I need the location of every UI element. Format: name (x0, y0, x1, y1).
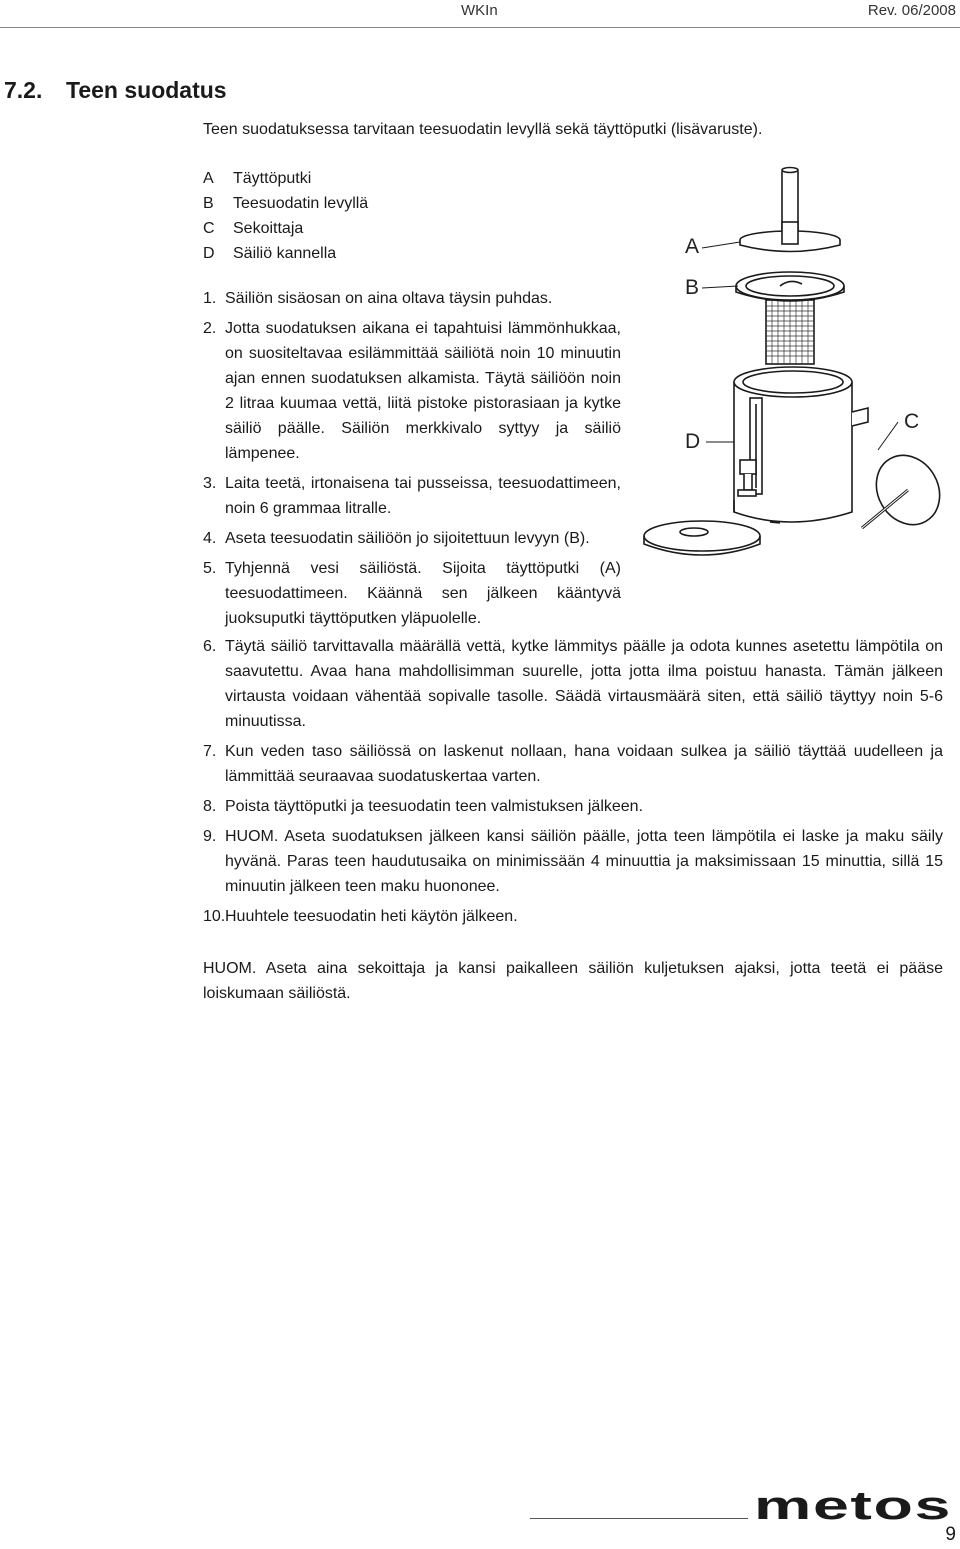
part-letter: C (203, 220, 215, 237)
step-text: HUOM. Aseta suodatuksen jälkeen kansi säiliön päälle, jotta teen lämpötila ei laske ja maku säily hyvänä. Paras teen haudutusaika on minimissään 4 minuuttia ja maksimissaan 15 minuttia, sillä 15 minuutin jälkeen teen maku huononee. (225, 828, 943, 895)
steps-list-lower (203, 634, 943, 934)
step-number: 6. (203, 638, 217, 655)
header-doc-code: WKIn (461, 2, 498, 19)
step-item (203, 904, 943, 929)
step-item (203, 471, 621, 521)
step-text: Jotta suodatuksen aikana ei tapahtuisi lämmönhukkaa, on suositeltavaa esilämmittää säiliötä noin 10 minuutin ajan ennen suodatuksen alkamista. Täytä säiliöön noin 2 litraa kuumaa vettä, liitä pistoke pistorasiaan ja kytke säiliö päälle. Säiliön merkkivalo syttyy ja säiliö lämpenee. (225, 320, 621, 462)
step-text: Kun veden taso säiliössä on laskenut nollaan, hana voidaan sulkea ja säiliö täyttää uudelleen ja lämmittää seuraavaa suodatuskertaa varten. (225, 743, 943, 785)
stirrer-part (862, 444, 950, 536)
parts-item (203, 191, 368, 216)
section-number: 7.2. (4, 77, 43, 103)
header-divider (0, 27, 960, 28)
footer-rule (530, 1518, 748, 1519)
metos-logo-mark (754, 1492, 954, 1522)
step-text: Säiliön sisäosan on aina oltava täysin puhdas. (225, 290, 553, 307)
parts-list (203, 166, 368, 266)
step-text: Tyhjennä vesi säiliöstä. Sijoita täyttöputki (A) teesuodattimeen. Käännä sen jälkeen kääntyvä juoksuputki täyttöputken yläpuolelle. (225, 560, 621, 627)
step-item (203, 286, 621, 311)
metos-logo (754, 1492, 954, 1527)
page-number: 9 (945, 1524, 956, 1545)
figure-label-b: B (685, 276, 700, 299)
step-number: 2. (203, 320, 217, 337)
step-item (203, 794, 943, 819)
step-number: 10. (203, 908, 226, 925)
urn-illustration (630, 160, 950, 580)
part-name: Täyttöputki (233, 170, 312, 187)
step-item (203, 824, 943, 899)
tank-lid-part (644, 521, 760, 555)
step-number: 9. (203, 828, 217, 845)
step-number: 8. (203, 798, 217, 815)
figure-label-a: A (685, 235, 700, 258)
step-number: 1. (203, 290, 217, 307)
figure-label-d: D (685, 430, 701, 453)
section-title: Teen suodatus (66, 77, 227, 103)
step-text: Täytä säiliö tarvittavalla määrällä vettä, kytke lämmitys päälle ja odota kunnes asetettu lämpötila on saavutettu. Avaa hana mahdollisimman suurelle, jotta jotta ilma poistuu hanasta. Tämän jälkeen virtausta voidaan vähentää sopivalle tasolle. Säädä virtausmäärä siten, että säiliö täyttyy noin 5-6 minuutissa. (225, 638, 943, 730)
part-letter: A (203, 170, 214, 187)
steps-list-upper (203, 286, 621, 636)
step-text: Aseta teesuodatin säiliöön jo sijoitettuun levyyn (B). (225, 530, 590, 547)
step-text: Huuhtele teesuodatin heti käytön jälkeen. (225, 908, 518, 925)
parts-item (203, 216, 368, 241)
tea-filter-part (736, 272, 844, 364)
header-revision: Rev. 06/2008 (867, 2, 956, 19)
step-number: 3. (203, 475, 217, 492)
step-item (203, 526, 621, 551)
intro-paragraph: Teen suodatuksessa tarvitaan teesuodatin levyllä sekä täyttöputki (lisävaruste). (203, 121, 763, 138)
step-number: 4. (203, 530, 217, 547)
filling-tube-part (740, 168, 840, 252)
step-number: 5. (203, 560, 217, 577)
part-name: Teesuodatin levyllä (233, 195, 369, 212)
part-letter: D (203, 245, 215, 262)
step-text: Poista täyttöputki ja teesuodatin teen valmistuksen jälkeen. (225, 798, 644, 815)
step-item (203, 316, 621, 466)
step-text: Laita teetä, irtonaisena tai pusseissa, teesuodattimeen, noin 6 grammaa litralle. (225, 475, 621, 517)
step-item (203, 739, 943, 789)
note-paragraph: HUOM. Aseta aina sekoittaja ja kansi paikalleen säiliön kuljetuksen ajaksi, jotta teetä ei pääse loiskumaan säiliöstä. (203, 960, 943, 1002)
step-item (203, 556, 621, 631)
parts-item (203, 241, 368, 266)
step-number: 7. (203, 743, 217, 760)
parts-item (203, 166, 368, 191)
step-item (203, 634, 943, 734)
part-letter: B (203, 195, 214, 212)
urn-exploded-figure (630, 160, 950, 580)
part-name: Sekoittaja (233, 220, 304, 237)
logo-wordmark: metos (754, 1492, 952, 1522)
figure-label-c: C (904, 410, 920, 433)
part-name: Säiliö kannella (233, 245, 337, 262)
tank-part (734, 367, 868, 523)
